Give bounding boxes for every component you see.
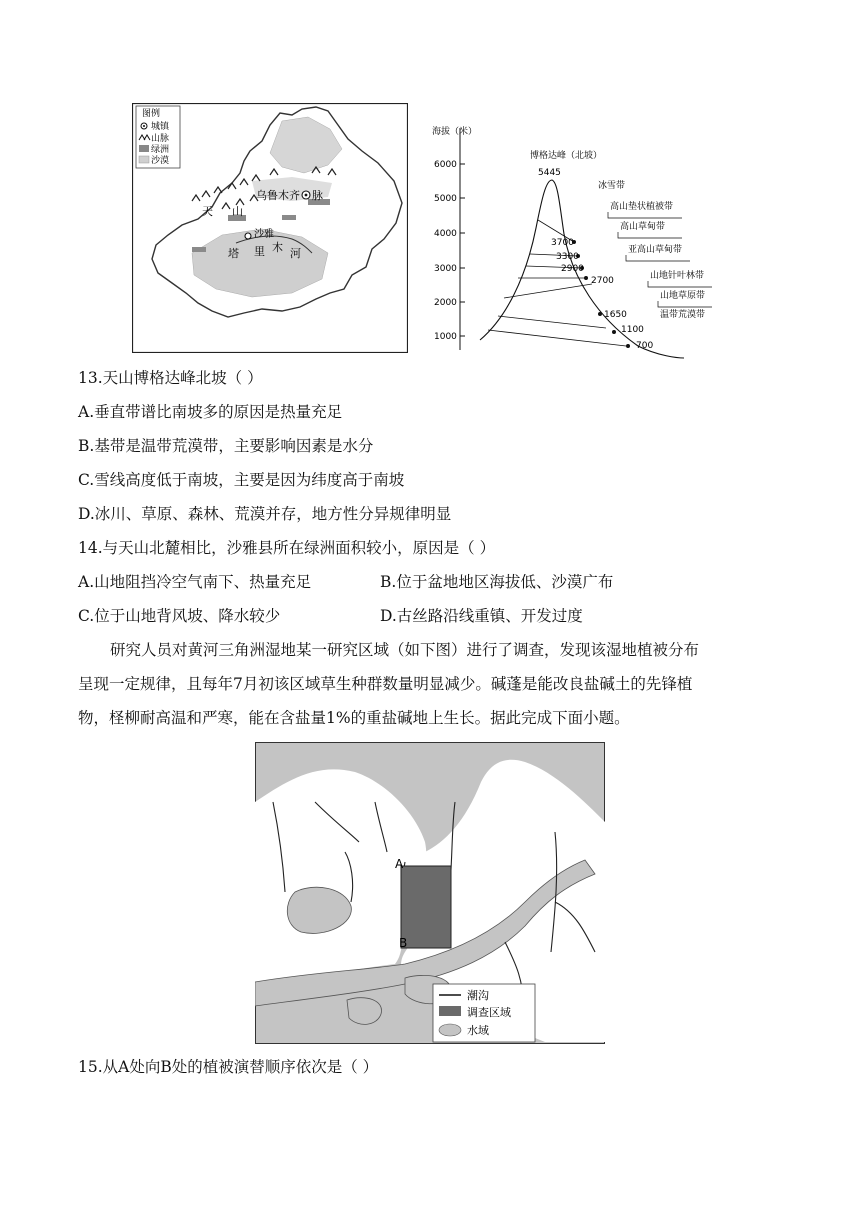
legend-mountain: 山脉 (151, 134, 170, 144)
pt-1100: 1100 (621, 325, 644, 335)
q13-option-a: A.垂直带谱比南坡多的原因是热量充足 (78, 403, 343, 421)
label-urumqi: 乌鲁木齐 (256, 189, 300, 202)
label-mountain: 脉 (312, 189, 323, 202)
legend-survey-area: 调查区域 (467, 1006, 511, 1019)
y-tick-5000: 5000 (434, 194, 457, 204)
y-axis-label: 海拔（米） (432, 127, 478, 137)
q13-option-d: D.冰川、草原、森林、荒漠并存，地方性分异规律明显 (78, 505, 452, 523)
q14-option-a: A.山地阻挡冷空气南下、热量充足 (78, 573, 312, 591)
vertical-belt-profile (428, 118, 718, 360)
label-li: 里 (254, 245, 265, 258)
pt-2900: 2900 (561, 264, 584, 274)
passage-line-1: 研究人员对黄河三角洲湿地某一研究区域（如下图）进行了调查，发现该湿地植被分布 (110, 641, 700, 659)
belt-alpine-meadow: 高山草甸带 (620, 222, 666, 232)
q13-option-c: C.雪线高度低于南坡，主要是因为纬度高于南坡 (78, 471, 405, 489)
q14-option-d: D.古丝路沿线重镇、开发过度 (380, 607, 583, 625)
legend-water: 水域 (467, 1024, 489, 1037)
label-shaya: 沙雅 (254, 229, 274, 240)
legend-oasis: 绿洲 (151, 145, 170, 155)
label-shan: 山 (232, 205, 243, 218)
belt-temperate-desert: 温带荒漠带 (660, 310, 706, 320)
legend-title: 图例 (142, 109, 161, 119)
pt-3300: 3300 (556, 252, 579, 262)
q14-option-b: B.位于盆地地区海拔低、沙漠广布 (380, 573, 614, 591)
y-tick-6000: 6000 (434, 160, 457, 170)
q14-option-c: C.位于山地背风坡、降水较少 (78, 607, 281, 625)
passage-line-3: 物，柽柳耐高温和严寒，能在含盐量1%的重盐碱地上生长。据此完成下面小题。 (78, 709, 630, 727)
peak-height: 5445 (538, 168, 561, 178)
belt-mountain-steppe: 山地草原带 (660, 291, 706, 301)
y-tick-2000: 2000 (434, 298, 457, 308)
q15-stem: 15.从A处向B处的植被演替顺序依次是（ ） (78, 1058, 379, 1076)
label-ta: 塔 (228, 247, 239, 260)
y-tick-1000: 1000 (434, 332, 457, 342)
wetland-map (255, 742, 605, 1044)
label-a: A (395, 857, 404, 871)
passage-line-2: 呈现一定规律，且每年7月初该区域草生种群数量明显减少。碱蓬是能改良盐碱土的先锋植 (78, 675, 693, 693)
peak-name: 博格达峰（北坡） (530, 151, 603, 161)
belt-conifer-forest: 山地针叶林带 (650, 271, 705, 281)
q14-stem: 14.与天山北麓相比，沙雅县所在绿洲面积较小，原因是（ ） (78, 539, 496, 557)
pt-1650: 1650 (604, 310, 627, 320)
y-tick-4000: 4000 (434, 229, 457, 239)
pt-700: 700 (636, 341, 654, 351)
belt-ice-snow: 冰雪带 (598, 181, 626, 191)
q13-stem: 13.天山博格达峰北坡（ ） (78, 369, 263, 387)
xinjiang-map (132, 103, 408, 353)
q13-option-b: B.基带是温带荒漠带，主要影响因素是水分 (78, 437, 374, 455)
label-tian: 天 (202, 205, 213, 218)
legend-desert: 沙漠 (151, 156, 170, 166)
y-tick-3000: 3000 (434, 264, 457, 274)
legend-tidal-creek: 潮沟 (467, 989, 489, 1002)
belt-subalpine-meadow: 亚高山草甸带 (628, 245, 683, 255)
label-he: 河 (290, 247, 301, 260)
pt-2700: 2700 (591, 276, 614, 286)
label-b: B (399, 936, 408, 950)
pt-3700: 3700 (551, 238, 574, 248)
label-mu: 木 (272, 241, 283, 254)
belt-alpine-cushion: 高山垫状植被带 (610, 202, 674, 212)
legend-town: 城镇 (151, 122, 170, 132)
